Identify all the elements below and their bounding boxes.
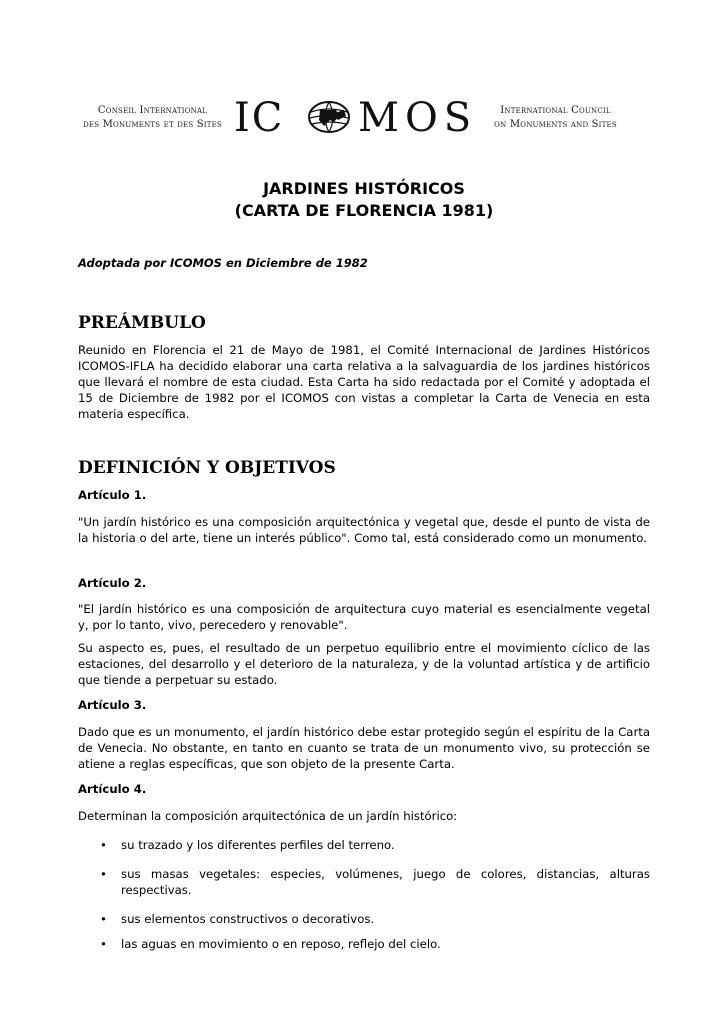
header-english-name	[483, 104, 628, 132]
list-item-text: sus elementos constructivos o decorativos.	[121, 912, 375, 926]
header-english-line2: on Monuments and Sites	[494, 119, 617, 130]
definicion-heading: DEFINICIÓN Y OBJETIVOS	[78, 458, 336, 478]
list-item-text: las aguas en movimiento o en reposo, reflejo del cielo.	[121, 937, 441, 951]
header-english-line1: International Council	[500, 105, 611, 116]
article-2-title: Artículo 2.	[78, 576, 147, 590]
article-1-title: Artículo 1.	[78, 488, 147, 502]
bullet-icon: •	[100, 867, 107, 881]
bullet-icon: •	[100, 912, 107, 926]
list-item-text: sus masas vegetales: especies, volúmenes, juego de colores, distancias, alturas respectivas.	[121, 867, 650, 897]
article-1-paragraph: "Un jardín histórico es una composición arquitectónica y vegetal que, desde el punto de vista de la historia o del arte, tiene un interés público". Como tal, está considerado como un monumento.	[78, 515, 650, 545]
article-3-paragraph: Dado que es un monumento, el jardín histórico debe estar protegido según el espíritu de la Carta de Venecia. No obstante, en tanto en cuanto se trata de un monumento vivo, su protección se atiene a reglas específicas, que son objeto de la presente Carta.	[78, 725, 650, 771]
header-french-line1: Conseil International	[97, 105, 208, 116]
document-title: JARDINES HISTÓRICOS	[263, 179, 465, 198]
article-4-intro: Determinan la composición arquitectónica de un jardín histórico:	[78, 809, 458, 823]
article-3-title: Artículo 3.	[78, 698, 147, 712]
globe-temple-icon	[306, 100, 352, 134]
icomos-header-logo	[80, 96, 628, 140]
bullet-icon: •	[100, 937, 107, 951]
article-2-paragraph-2: Su aspecto es, pues, el resultado de un perpetuo equilibrio entre el movimiento cíclico de las estaciones, del desarrollo y el deterioro de la naturaleza, y de la voluntad artística y de artificio que tiende a perpetuar su estado.	[78, 641, 650, 687]
wordmark-mos: MOS	[358, 95, 478, 141]
article-2-paragraph-1: "El jardín histórico es una composición de arquitectura cuyo material es esencialmente vegetal y, por lo tanto, vivo, perecedero y renovable".	[78, 602, 650, 632]
document-subtitle: (CARTA DE FLORENCIA 1981)	[234, 201, 494, 220]
article-4-title: Artículo 4.	[78, 782, 147, 796]
preambulo-heading: PREÁMBULO	[78, 313, 206, 333]
adoption-note: Adoptada por ICOMOS en Diciembre de 1982	[78, 256, 368, 270]
preambulo-paragraph: Reunido en Florencia el 21 de Mayo de 1981, el Comité Internacional de Jardines Históricos ICOMOS-IFLA ha decidido elaborar una carta relativa a la salvaguardia de los jardines históricos que llevará el nombre de esta ciudad. Esta Carta ha sido redactada por el Comité y adoptada el 15 de Diciembre de 1982 por el ICOMOS con vistas a completar la Carta de Venecia en esta materia específica.	[78, 343, 650, 421]
wordmark-ic: IC	[234, 95, 285, 141]
header-french-name	[80, 104, 225, 132]
icomos-wordmark	[232, 96, 480, 140]
list-item-text: su trazado y los diferentes perfiles del terreno.	[121, 838, 395, 852]
bullet-icon: •	[100, 838, 107, 852]
header-french-line2: des Monuments et des Sites	[83, 119, 222, 130]
